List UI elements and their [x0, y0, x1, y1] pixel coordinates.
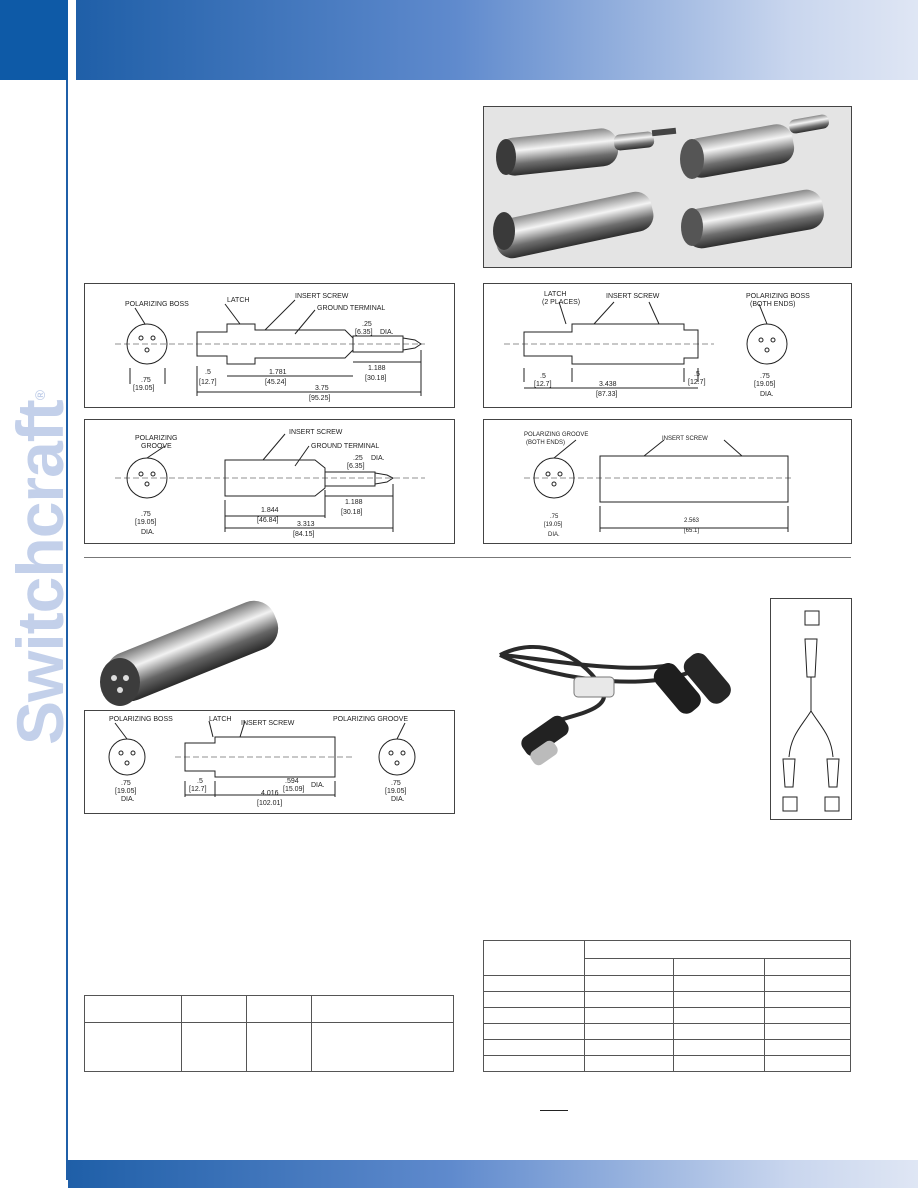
label-polarizing-boss: POLARIZING BOSS [109, 716, 173, 723]
footer-band [68, 1160, 918, 1188]
drawing-female-to-female [84, 710, 455, 814]
table-row [484, 1008, 851, 1024]
drawing-female-to-female-art [85, 711, 454, 813]
dim-4684: [46.84] [257, 517, 279, 524]
header-corner-block [0, 0, 68, 80]
dim-dia-2: DIA. [141, 529, 155, 536]
dim-3018: [30.18] [365, 375, 387, 382]
table-cell [484, 1008, 585, 1024]
table-row [85, 996, 454, 1023]
label-insert-screw: INSERT SCREW [295, 293, 349, 300]
dim-05: .5 [205, 369, 211, 376]
table-cell [585, 976, 674, 992]
dim-1844: 1.844 [261, 507, 279, 514]
brand-name: Switchcraft [3, 400, 77, 745]
dim-1188: 1.188 [368, 365, 386, 372]
label-latch: LATCH [544, 291, 567, 298]
y-cable-schematic [770, 598, 852, 820]
dim-dia-mid: DIA. [311, 782, 325, 789]
dim-4524: [45.24] [265, 379, 287, 386]
dim-4016: 4.016 [261, 790, 279, 797]
table-cell [674, 1024, 765, 1040]
y-cable-photo-art [480, 615, 750, 785]
header-gradient [76, 0, 918, 80]
dim-1905: [19.05] [544, 522, 563, 528]
table-cell [585, 941, 851, 959]
label-insert-screw: INSERT SCREW [289, 429, 343, 436]
label-groove: GROOVE [141, 443, 172, 450]
table-cell [484, 1040, 585, 1056]
table-cell [484, 992, 585, 1008]
dim-375: 3.75 [315, 385, 329, 392]
dim-025: .25 [353, 455, 363, 462]
label-polarizing-boss: POLARIZING BOSS [125, 301, 189, 308]
dim-1905-left: [19.05] [115, 788, 137, 795]
table-cell [247, 1023, 312, 1072]
adapters-photo-art [484, 107, 851, 267]
label-insert-screw: INSERT SCREW [662, 436, 708, 442]
table-row [484, 1040, 851, 1056]
dim-075: .75 [141, 377, 151, 384]
label-both-ends: (BOTH ENDS) [750, 301, 796, 308]
table-cell [765, 1008, 851, 1024]
cable-spec-table [483, 940, 851, 1072]
dim-127-left: [12.7] [534, 381, 552, 388]
label-ground-terminal: GROUND TERMINAL [311, 443, 380, 450]
drawing-male-to-male [483, 419, 852, 544]
table-cell [674, 1008, 765, 1024]
drawing-male-to-phone-art [85, 420, 454, 543]
label-polarizing-groove: POLARIZING GROOVE [333, 716, 409, 723]
dim-635: [6.35] [347, 463, 365, 470]
brand-mark: ® [32, 390, 48, 401]
label-polarizing-groove: POLARIZING GROOVE [524, 432, 589, 438]
table-cell [674, 992, 765, 1008]
table-cell [674, 976, 765, 992]
dim-1781: 1.781 [269, 369, 287, 376]
label-insert-screw: INSERT SCREW [241, 720, 295, 727]
table-cell [312, 996, 454, 1023]
drawing-female-to-phone [84, 283, 455, 408]
underline-mark [540, 1110, 568, 1111]
table-row [484, 941, 851, 959]
label-ground-terminal: GROUND TERMINAL [317, 305, 386, 312]
drawing-male-to-male-art [484, 420, 851, 543]
table-cell [585, 958, 674, 976]
dim-127: [12.7] [199, 379, 217, 386]
dim-10201: [102.01] [257, 800, 283, 807]
dim-dia-right: DIA. [391, 796, 405, 803]
dim-3018: [30.18] [341, 509, 363, 516]
brand-logo [3, 390, 77, 745]
table-cell [247, 996, 312, 1023]
dim-3438: 3.438 [599, 381, 617, 388]
table-row [484, 1056, 851, 1072]
dim-075: .75 [760, 373, 770, 380]
dim-651: [65.1] [684, 528, 700, 534]
table-cell [765, 958, 851, 976]
dim-05-left: .5 [540, 373, 546, 380]
photo-female-male [492, 189, 657, 261]
table-cell [585, 992, 674, 1008]
dim-05: .5 [197, 778, 203, 785]
section-divider [84, 557, 851, 558]
dim-0594: .594 [285, 778, 299, 785]
dim-075: .75 [141, 511, 151, 518]
table-cell [484, 941, 585, 976]
label-polarizing-boss: POLARIZING BOSS [746, 293, 810, 300]
table-cell [484, 1024, 585, 1040]
dim-127: [12.7] [189, 786, 207, 793]
coupler-photo [92, 590, 282, 710]
table-row [484, 992, 851, 1008]
dim-dia: DIA. [548, 532, 560, 538]
table-cell [182, 996, 247, 1023]
dim-1905-right: [19.05] [385, 788, 407, 795]
y-cable-schematic-art [771, 599, 851, 819]
dim-075-right: .75 [391, 780, 401, 787]
table-cell [765, 992, 851, 1008]
table-cell [85, 996, 182, 1023]
dim-025: .25 [362, 321, 372, 328]
dim-1905: [19.05] [133, 385, 155, 392]
table-cell [765, 1040, 851, 1056]
label-latch-sub: (2 PLACES) [542, 299, 581, 306]
drawing-female-to-male [483, 283, 852, 408]
table-cell [484, 976, 585, 992]
dim-075: .75 [550, 514, 559, 520]
table-cell [674, 1040, 765, 1056]
table-cell [585, 1024, 674, 1040]
dim-1905: [19.05] [754, 381, 776, 388]
label-latch: LATCH [209, 716, 232, 723]
adapters-photo [483, 106, 852, 268]
label-polarizing: POLARIZING [135, 435, 178, 442]
dim-8733: [87.33] [596, 391, 618, 398]
coupler-photo-art [92, 590, 282, 710]
table-row [484, 976, 851, 992]
table-row [484, 1024, 851, 1040]
table-cell [585, 1056, 674, 1072]
label-latch: LATCH [227, 297, 250, 304]
drawing-male-to-phone [84, 419, 455, 544]
dim-dia: DIA. [760, 391, 774, 398]
photo-male-male [681, 187, 826, 251]
table-cell [765, 1056, 851, 1072]
dim-1188: 1.188 [345, 499, 363, 506]
dim-3313: 3.313 [297, 521, 315, 528]
dim-075-left: .75 [121, 780, 131, 787]
drawing-female-to-male-art [484, 284, 851, 407]
photo-female-phone [496, 127, 676, 177]
dim-635: [6.35] [355, 329, 373, 336]
dim-dia-left: DIA. [121, 796, 135, 803]
dim-127-right: [12.7] [688, 379, 706, 386]
label-insert-screw: INSERT SCREW [606, 293, 660, 300]
table-cell [85, 1023, 182, 1072]
table-cell [585, 1040, 674, 1056]
dim-2563: 2.563 [684, 518, 700, 524]
dim-1905: [19.05] [135, 519, 157, 526]
table-cell [182, 1023, 247, 1072]
dim-8415: [84.15] [293, 531, 315, 538]
dim-dia: DIA. [371, 455, 385, 462]
adapter-spec-table [84, 995, 454, 1072]
dim-9525: [95.25] [309, 395, 331, 402]
dim-dia: DIA. [380, 329, 394, 336]
table-cell [674, 1056, 765, 1072]
label-both-ends: (BOTH ENDS) [526, 440, 565, 446]
table-row [85, 1023, 454, 1072]
table-cell [585, 1008, 674, 1024]
dim-05-right: .5 [694, 371, 700, 378]
table-cell [674, 958, 765, 976]
table-cell [312, 1023, 454, 1072]
dim-1509: [15.09] [283, 786, 305, 793]
y-cable-photo [480, 615, 750, 785]
photo-male-phone [680, 114, 830, 181]
table-cell [484, 1056, 585, 1072]
drawing-female-to-phone-art [85, 284, 454, 407]
table-cell [765, 1024, 851, 1040]
table-cell [765, 976, 851, 992]
